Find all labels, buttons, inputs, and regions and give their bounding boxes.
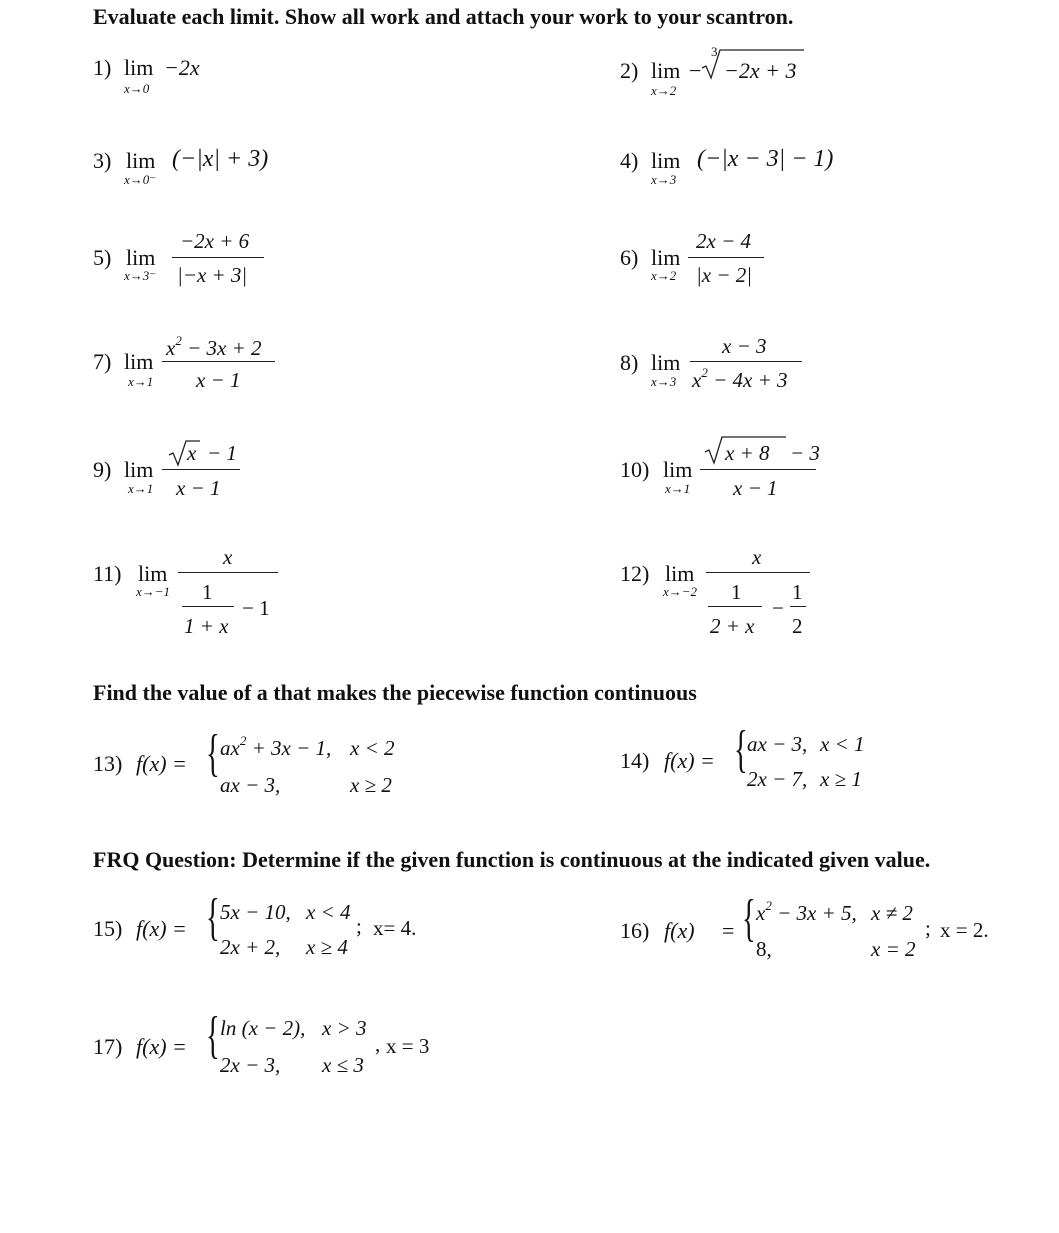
fraction-bar xyxy=(162,361,275,362)
evaluation-point: x = 2. xyxy=(940,918,989,942)
fraction-bar xyxy=(690,361,802,362)
case-1-term: ax xyxy=(220,736,240,760)
limit-subscript: x→−1 xyxy=(136,584,171,599)
negative-sign: − xyxy=(689,58,702,83)
problem-number: 5) xyxy=(93,245,112,270)
section-heading-piecewise: Find the value of a that makes the piecewise function continuous xyxy=(93,680,697,705)
limit-subscript: x→0 xyxy=(124,81,150,96)
problem-number: 2) xyxy=(620,58,639,83)
case-2-condition: x ≥ 4 xyxy=(306,935,348,959)
denominator-base: x xyxy=(692,368,702,392)
limit-subscript: x→2 xyxy=(651,268,677,283)
left-brace: { xyxy=(742,890,756,947)
denominator: |−x + 3| xyxy=(177,263,248,287)
function-name: f(x) = xyxy=(136,1034,187,1059)
half-denominator: 2 xyxy=(792,614,803,638)
separator: ; xyxy=(925,916,931,940)
function-name: f(x) = xyxy=(136,751,187,776)
limit-operator: lim xyxy=(124,457,154,482)
limit-subscript: x→−2 xyxy=(663,584,698,599)
half-numerator: 1 xyxy=(792,580,803,604)
problem-number: 3) xyxy=(93,148,112,173)
limit-operator: lim xyxy=(651,148,681,173)
case-2-condition: x ≥ 1 xyxy=(820,767,862,791)
left-brace: { xyxy=(206,725,220,782)
problem-number: 12) xyxy=(620,561,650,586)
limit-operator: lim xyxy=(665,561,695,586)
case-2-condition: x = 2 xyxy=(871,937,916,961)
limit-operator: lim xyxy=(126,245,156,270)
limit-operator: lim xyxy=(651,58,681,83)
section-heading-frq: FRQ Question: Determine if the given function is continuous at the indicated given value. xyxy=(93,847,931,872)
function-name: f(x) = xyxy=(136,916,187,941)
denominator: x − 1 xyxy=(196,368,241,392)
inner-numerator: 1 xyxy=(202,580,213,604)
case-2-expression: 2x − 7, xyxy=(747,767,808,791)
separator: ; xyxy=(356,914,362,938)
denominator xyxy=(692,365,788,393)
limit-expression: (−|x| + 3) xyxy=(172,146,269,172)
numerator: x − 3 xyxy=(722,334,767,358)
limit-operator: lim xyxy=(124,55,154,80)
problem-number: 15) xyxy=(93,916,123,941)
limit-subscript: x→1 xyxy=(665,481,691,496)
equals-sign: = xyxy=(722,918,735,943)
half-fraction-bar xyxy=(790,606,806,607)
fraction-bar xyxy=(172,257,264,258)
case-1-rest: + 3x − 1, xyxy=(251,736,332,760)
numerator: x xyxy=(223,545,233,569)
function-name: f(x) = xyxy=(664,748,715,773)
numerator-rest: − 3 xyxy=(790,441,820,465)
radicand: x xyxy=(187,441,197,465)
denominator-exponent: 2 xyxy=(701,365,708,380)
denominator: x − 1 xyxy=(733,476,778,500)
problem-number: 7) xyxy=(93,349,112,374)
minus-sign: − xyxy=(772,596,784,620)
problem-number: 1) xyxy=(93,55,112,80)
numerator-base: x xyxy=(166,336,176,360)
limit-subscript: x→3⁻ xyxy=(124,268,157,283)
case-2-condition: x ≤ 3 xyxy=(322,1053,364,1077)
section-heading-evaluate: Evaluate each limit. Show all work and attach your work to your scantron. xyxy=(93,4,794,29)
limit-expression: (−|x − 3| − 1) xyxy=(697,146,834,172)
denominator-rest: − 4x + 3 xyxy=(713,368,788,392)
inner-fraction-bar xyxy=(182,606,234,607)
radicand: −2x + 3 xyxy=(724,58,797,83)
case-1-condition: x < 4 xyxy=(306,900,351,924)
problem-number: 14) xyxy=(620,748,650,773)
limit-operator: lim xyxy=(663,457,693,482)
limit-operator: lim xyxy=(651,245,681,270)
limit-operator: lim xyxy=(138,561,168,586)
numerator-rest: − 3x + 2 xyxy=(187,336,262,360)
evaluation-point: x= 4. xyxy=(373,916,417,940)
numerator-rest: − 1 xyxy=(207,441,237,465)
limit-subscript: x→1 xyxy=(128,374,154,389)
left-brace: { xyxy=(206,889,220,946)
case-2-expression: 2x − 3, xyxy=(220,1053,281,1077)
limit-operator: lim xyxy=(124,349,154,374)
fraction-bar xyxy=(162,469,240,470)
case-1-condition: x > 3 xyxy=(322,1016,367,1040)
problem-number: 4) xyxy=(620,148,639,173)
problem-number: 16) xyxy=(620,918,650,943)
case-1-term: x xyxy=(756,901,766,925)
numerator-exponent: 2 xyxy=(175,333,182,348)
limit-subscript: x→1 xyxy=(128,481,154,496)
denominator: |x − 2| xyxy=(696,263,753,287)
inner-fraction-bar xyxy=(708,606,762,607)
denominator: x − 1 xyxy=(176,476,221,500)
problem-number: 13) xyxy=(93,751,123,776)
limit-subscript: x→0⁻ xyxy=(124,172,157,187)
left-brace: { xyxy=(206,1007,220,1064)
limit-operator: lim xyxy=(651,350,681,375)
numerator: −2x + 6 xyxy=(180,229,250,253)
case-1-condition: x < 1 xyxy=(820,732,865,756)
function-name: f(x) xyxy=(664,918,695,943)
case-1-condition: x ≠ 2 xyxy=(871,901,913,925)
case-1-rest: − 3x + 5, xyxy=(777,901,857,925)
case-2-expression: 2x + 2, xyxy=(220,935,281,959)
inner-denominator: 1 + x xyxy=(184,614,229,638)
radical-index: 3 xyxy=(711,44,718,59)
problem-number: 10) xyxy=(620,457,650,482)
fraction-bar xyxy=(688,257,764,258)
problem-number: 11) xyxy=(93,561,122,586)
evaluation-point: x = 3 xyxy=(386,1034,430,1058)
limit-operator: lim xyxy=(126,148,156,173)
fraction-bar xyxy=(178,572,278,573)
numerator: 2x − 4 xyxy=(696,229,751,253)
numerator xyxy=(166,333,262,361)
limit-subscript: x→3 xyxy=(651,172,677,187)
limit-subscript: x→3 xyxy=(651,374,677,389)
problem-number: 17) xyxy=(93,1034,123,1059)
limit-expression: −2x xyxy=(164,55,200,80)
case-2-expression: 8, xyxy=(756,937,772,961)
fraction-bar xyxy=(706,572,810,573)
inner-denominator: 2 + x xyxy=(710,614,755,638)
trailing-term: − 1 xyxy=(242,596,270,620)
case-1-expression: ax − 3, xyxy=(747,732,808,756)
case-1-expression xyxy=(220,733,332,761)
separator: , xyxy=(375,1032,381,1056)
case-2-expression: ax − 3, xyxy=(220,773,281,797)
radicand: x + 8 xyxy=(725,441,770,465)
problem-number: 9) xyxy=(93,457,112,482)
case-1-expression: 5x − 10, xyxy=(220,900,291,924)
case-1-expression: ln (x − 2), xyxy=(220,1016,306,1040)
numerator: x xyxy=(752,545,762,569)
case-1-expression xyxy=(756,898,857,926)
case-1-exponent: 2 xyxy=(239,733,247,748)
case-1-exponent: 2 xyxy=(765,898,772,913)
case-1-condition: x < 2 xyxy=(350,736,395,760)
left-brace: { xyxy=(734,721,748,778)
problem-number: 8) xyxy=(620,350,639,375)
fraction-bar xyxy=(700,469,816,470)
problem-number: 6) xyxy=(620,245,639,270)
inner-numerator: 1 xyxy=(731,580,742,604)
limit-subscript: x→2 xyxy=(651,83,677,98)
case-2-condition: x ≥ 2 xyxy=(350,773,392,797)
